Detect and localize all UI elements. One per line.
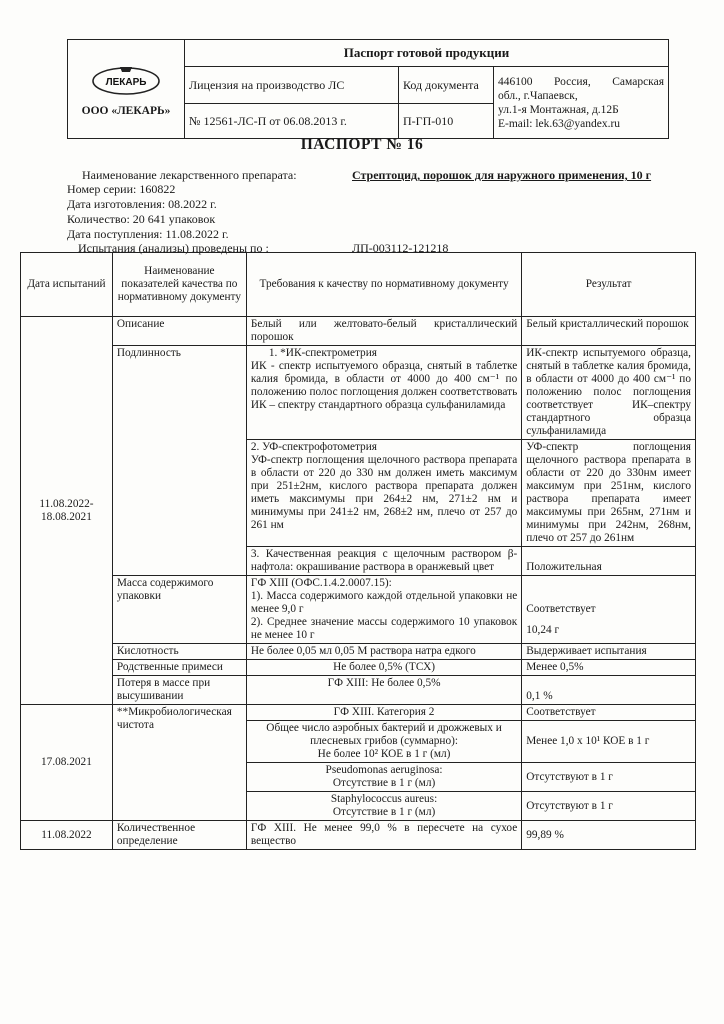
- product-name: Стрептоцид, порошок для наружного применения, 10 г: [352, 168, 652, 182]
- col-header-requirements: Требования к качеству по нормативному документу: [246, 253, 521, 317]
- result: [522, 576, 696, 644]
- requirement: [246, 576, 521, 644]
- result: Отсутствуют в 1 г: [522, 792, 696, 821]
- result-text: 10,24 г: [526, 624, 560, 636]
- param-name: **Микробиологическая чистота: [112, 705, 246, 821]
- organism-name: Staphylococcus aureus:: [330, 793, 438, 805]
- param-name: Кислотность: [112, 644, 246, 660]
- result: Выдерживает испытания: [522, 644, 696, 660]
- requirement-text: ИК - спектр испытуемого образца, снятый в таблетке калия бромида, в области от 4000 до 400 см⁻¹ по положению полос поглощения должен соответствовать ИК – спектру стандартного образца сульфаниламида: [250, 360, 518, 411]
- requirement: Белый или желтовато-белый кристаллический порошок: [246, 317, 521, 346]
- col-header-name: Наименование показателей качества по нормативному документу: [112, 253, 246, 317]
- test-date: 11.08.2022-18.08.2021: [21, 317, 113, 705]
- requirement-text: УФ-спектр поглощения щелочного раствора препарата в области от 220 до 330 нм должен иметь максимум при 251±2нм, кислого раствора препарата должен иметь максимумы при 264±2 нм, 271±2 нм и минимумы при 241±2 нм, 268±2 нм, плечо от 257 до 261 нм: [250, 454, 518, 531]
- header-table: [67, 39, 669, 139]
- doc-code-value: П-ГП-010: [399, 104, 494, 139]
- series-number: Номер серии: 160822: [67, 182, 176, 196]
- address-line: 446100 Россия, Самарская: [498, 75, 664, 88]
- requirement-text: Общее число аэробных бактерий и дрожжевых и плесневых грибов (суммарно):: [266, 722, 502, 747]
- requirement-limit: Не более 10² КОЕ в 1 г (мл): [317, 748, 451, 760]
- requirement: ГФ XIII. Не менее 99,0 % в пересчете на сухое вещество: [246, 821, 521, 850]
- result: Положительная: [522, 547, 696, 576]
- param-name: Подлинность: [112, 346, 246, 576]
- requirement-text: 2). Среднее значение массы содержимого 10 упаковок не менее 10 г: [250, 616, 518, 641]
- param-name: Масса содержимого упаковки: [112, 576, 246, 644]
- passport-title: ПАСПОРТ № 16: [300, 136, 424, 153]
- lekar-logo-icon: [90, 63, 162, 97]
- requirement-limit: Отсутствие в 1 г (мл): [332, 806, 436, 818]
- test-date: 17.08.2021: [21, 705, 113, 821]
- requirement: ГФ XIII: Не более 0,5%: [246, 676, 521, 705]
- organism-name: Pseudomonas aeruginosa:: [325, 764, 443, 776]
- requirement: [246, 763, 521, 792]
- param-name: Потеря в массе при высушивании: [112, 676, 246, 705]
- header-title: Паспорт готовой продукции: [185, 40, 669, 67]
- quantity: Количество: 20 641 упаковок: [67, 212, 216, 226]
- logo-cell: [68, 40, 185, 139]
- requirement: 3. Качественная реакция с щелочным раствором β-нафтола: окрашивание раствора в оранжевый цвет: [246, 547, 521, 576]
- requirement-text: 1). Масса содержимого каждой отдельной упаковки не менее 9,0 г: [250, 590, 518, 615]
- result: Отсутствуют в 1 г: [522, 763, 696, 792]
- result: ИК-спектр испытуемого образца, снятый в таблетке калия бромида, в области от 4000 до 400 см⁻¹ по положению полос поглощения соответствует ИК–спектру стандартного образца сульфаниламида: [522, 346, 696, 440]
- result: Соответствует: [522, 705, 696, 721]
- quality-table: [20, 252, 696, 850]
- method-title: 2. УФ-спектрофотометрия: [250, 441, 377, 453]
- doc-code-label: Код документа: [399, 67, 494, 104]
- product-label: Наименование лекарственного препарата:: [82, 168, 297, 182]
- result: 0,1 %: [522, 676, 696, 705]
- license-value: № 12561-ЛС-П от 06.08.2013 г.: [185, 104, 399, 139]
- requirement: ГФ XIII. Категория 2: [246, 705, 521, 721]
- result: Менее 0,5%: [522, 660, 696, 676]
- org-name: ООО «ЛЕКАРЬ»: [81, 105, 171, 117]
- param-name: Описание: [112, 317, 246, 346]
- method-title: 1. *ИК-спектрометрия: [268, 347, 377, 359]
- requirement-ref: ГФ XIII (ОФС.1.4.2.0007.15):: [250, 577, 392, 589]
- address-line: обл., г.Чапаевск,: [498, 89, 578, 102]
- tests-label: Испытания (анализы) проведены по :: [78, 241, 269, 255]
- receipt-date: Дата поступления: 11.08.2022 г.: [67, 227, 229, 241]
- license-label: Лицензия на производство ЛС: [185, 67, 399, 104]
- result: Белый кристаллический порошок: [522, 317, 696, 346]
- requirement: Не более 0,5% (ТСХ): [246, 660, 521, 676]
- requirement-limit: Отсутствие в 1 г (мл): [332, 777, 436, 789]
- requirement: [246, 792, 521, 821]
- tests-document: ЛП-003112-121218: [352, 241, 449, 255]
- col-header-result: Результат: [522, 253, 696, 317]
- result: Менее 1,0 x 10¹ КОЕ в 1 г: [522, 721, 696, 763]
- requirement: [246, 346, 521, 440]
- param-name: Родственные примеси: [112, 660, 246, 676]
- param-name: Количественное определение: [112, 821, 246, 850]
- requirement: [246, 440, 521, 547]
- result: 99,89 %: [522, 821, 696, 850]
- requirement: Не более 0,05 мл 0,05 М раствора натра едкого: [246, 644, 521, 660]
- test-date: 11.08.2022: [21, 821, 113, 850]
- svg-text:ЛЕКАРЬ: ЛЕКАРЬ: [105, 77, 147, 88]
- requirement: [246, 721, 521, 763]
- address-cell: [494, 67, 669, 139]
- manufacture-date: Дата изготовления: 08.2022 г.: [67, 197, 217, 211]
- result-text: Соответствует: [526, 603, 596, 615]
- col-header-date: Дата испытаний: [21, 253, 113, 317]
- email: E-mail: lek.63@yandex.ru: [498, 117, 621, 130]
- result: УФ-спектр поглощения щелочного раствора препарата в области от 220 до 330нм имеет максимум при 251нм, кислого раствора препарата имеет максимумы при 265нм, 271нм и минимумы при 242нм, 268нм, плечо от 257 до 261нм: [522, 440, 696, 547]
- address-line: ул.1-я Монтажная, д.12Б: [498, 103, 619, 116]
